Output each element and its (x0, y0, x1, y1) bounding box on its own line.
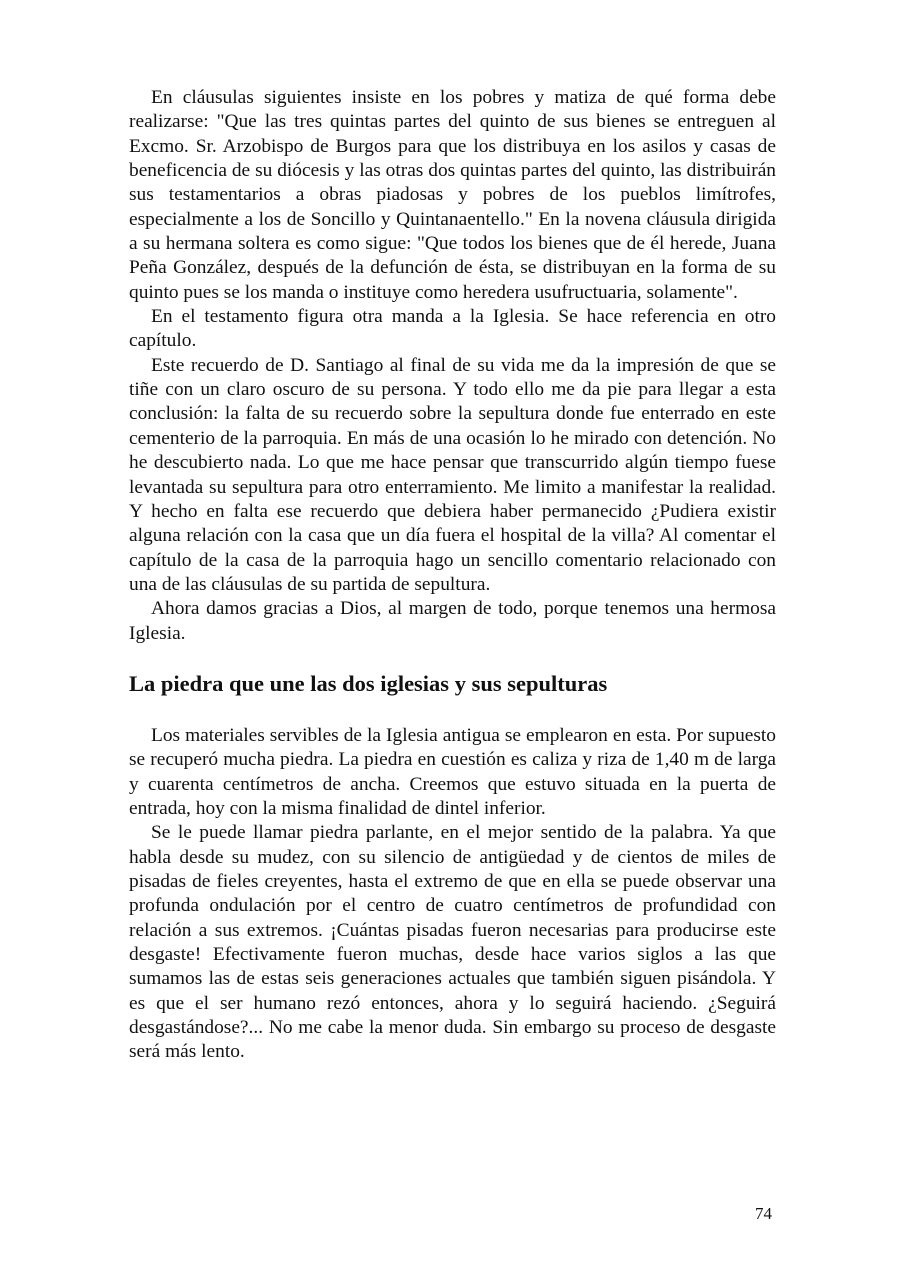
paragraph-testamento: En el testamento figura otra manda a la Iglesia. Se hace referencia en otro capítulo. (129, 306, 776, 352)
paragraph-gracias: Ahora damos gracias a Dios, al margen de todo, porque tenemos una hermosa Iglesia. (129, 598, 776, 644)
paragraph-recuerdo: Este recuerdo de D. Santiago al final de su vida me da la impresión de que se tiñe con un claro oscuro de su persona. Y todo ello me da pie para llegar a esta conclusión: la falta de su recuerdo sobre la sepultura donde fue enterrado en este cementerio de la parroquia. En más de una ocasión lo he mirado con detención. No he descubierto nada. Lo que me hace pensar que transcurrido algún tiempo fuese levantada su sepultura para otro enterramiento. Me limito a manifestar la realidad. Y hecho en falta ese recuerdo que debiera haber permanecido ¿Pudiera existir alguna relación con la casa que un día fuera el hospital de la villa? Al comentar el capítulo de la casa de la parroquia hago un sencillo comentario relacionado con una de las cláusulas de su partida de sepultura. (129, 354, 776, 595)
page-number: 74 (755, 1204, 772, 1223)
paragraph-materiales: Los materiales servibles de la Iglesia antigua se emplearon en esta. Por supuesto se recuperó mucha piedra. La piedra en cuestión es caliza y riza de 1,40 m de larga y cuarenta centímetros de ancha. Creemos que estuvo situada en la puerta de entrada, hoy con la misma finalidad de dintel inferior. (129, 724, 776, 819)
paragraph-piedra-parlante: Se le puede llamar piedra parlante, en el mejor sentido de la palabra. Ya que habla desde su mudez, con su silencio de antigüedad y de cientos de miles de pisadas de fieles creyentes, hasta el extremo de que en ella se puede observar una profunda ondulación por el centro de cuatro centímetros de profundidad con relación a sus extremos. ¡Cuántas pisadas fueron necesarias para producirse este desgaste! Efectivamente fueron muchas, desde hace varios siglos a las que sumamos las de estas seis generaciones actuales que también siguen pisándola. Y es que el ser humano rezó entonces, ahora y lo seguirá haciendo. ¿Seguirá desgastándose?... No me cabe la menor duda. Sin embargo su proceso de desgaste será más lento. (129, 822, 776, 1063)
section-heading: La piedra que une las dos iglesias y sus sepulturas (129, 670, 608, 696)
paragraph-clausulas: En cláusulas siguientes insiste en los pobres y matiza de qué forma debe realizarse: "Que las tres quintas partes del quinto de sus bienes se entreguen al Excmo. Sr. Arzobispo de Burgos para que los distribuya en los asilos y casas de beneficencia de su diócesis y las otras dos quintas partes del quinto, las distribuirán sus testamentarios a obras piadosas y pobres de los pueblos limítrofes, especialmente a los de Soncillo y Quintanaentello." En la novena cláusula dirigida a su hermana soltera es como sigue: "Que todos los bienes que de él herede, Juana Peña González, después de la defunción de ésta, se distribuyan en la forma de su quinto pues se los manda o instituye como heredera usufructuaria, solamente". (129, 87, 776, 303)
document-page (129, 86, 776, 1065)
